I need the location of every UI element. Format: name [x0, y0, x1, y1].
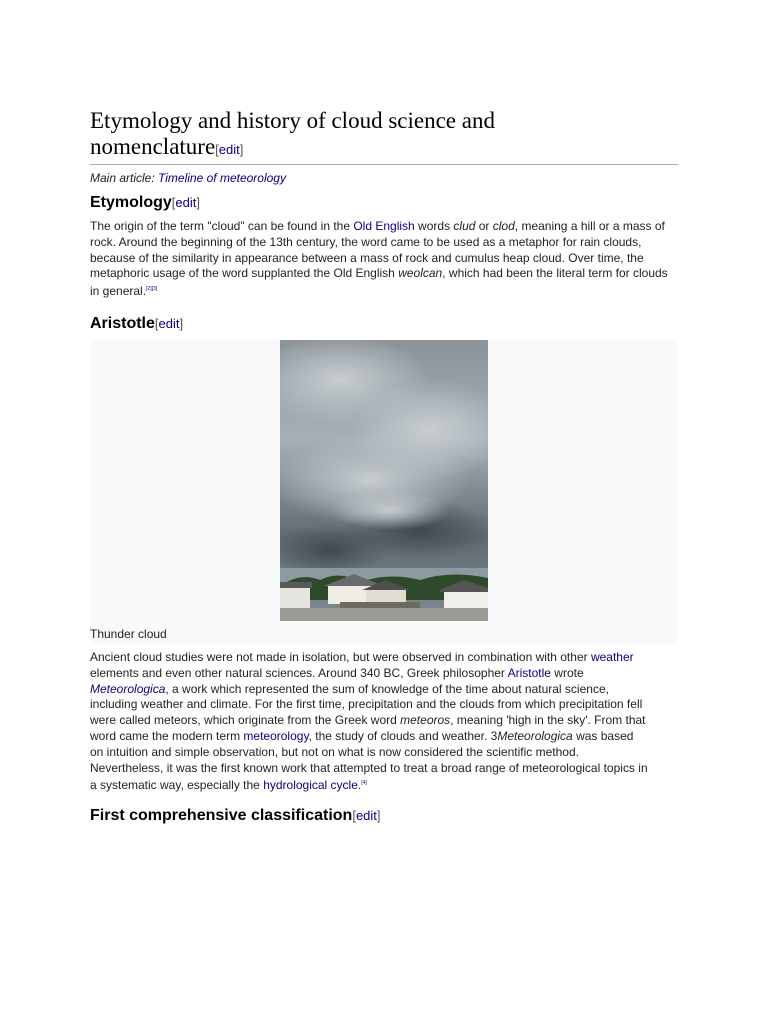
reference-link[interactable]: [2][3]: [146, 286, 158, 293]
thumbnail-figure: [90, 340, 678, 644]
article-body: [90, 108, 678, 832]
figure-caption: Thunder cloud: [90, 626, 167, 641]
subheading-aristotle: [90, 314, 678, 334]
text: , which had been the literal term for clouds in general.: [90, 266, 668, 299]
link-old-english[interactable]: Old English: [353, 219, 415, 233]
subheading-first-classification: [90, 806, 678, 826]
text: , the study of clouds and weather. 3: [308, 728, 498, 743]
italic-term: meteoros: [400, 713, 451, 728]
thunder-cloud-photo[interactable]: [280, 340, 488, 621]
link-aristotle[interactable]: Aristotle: [507, 665, 551, 680]
text: Ancient cloud studies were not made in isolation, but were observed in combination with other: [90, 649, 591, 664]
etymology-paragraph: [90, 219, 678, 300]
italic-term: weolcan: [398, 266, 443, 281]
subheading-aristotle-title: Aristotle: [90, 314, 155, 332]
text: , a work which represented the sum of knowledge of the time about natural science, including weather and climate. For the first time, precipitation and the clouds from which precipitation fell were called meteors, which originate from the Greek word: [90, 681, 643, 728]
subheading-etymology: [90, 193, 678, 213]
text: elements and even other natural sciences. Around 340 BC, Greek philosopher: [90, 665, 508, 680]
text: The origin of the term "cloud" can be found in the: [90, 219, 354, 233]
subheading-first-classification-title: First comprehensive classification: [90, 807, 353, 825]
link-hydrological-cycle[interactable]: hydrological cycle: [263, 778, 358, 793]
link-weather[interactable]: weather: [590, 649, 634, 664]
text: was based on intuition and simple observation, but not on what is now considered the scientific method. Nevertheless, it was the first known work that attempted to treat a broad range of meteorological topics in a systematic way, especially the: [90, 728, 648, 793]
edit-first-classification-link[interactable]: [edit]: [352, 808, 381, 824]
reference-link[interactable]: [4]: [361, 780, 367, 787]
edit-section-link[interactable]: [edit]: [215, 142, 244, 157]
main-article-link[interactable]: Timeline of meteorology: [158, 171, 286, 185]
main-article-hatnote: [90, 171, 678, 185]
edit-label[interactable]: edit: [175, 195, 197, 210]
italic-term: Meteorologica: [497, 728, 573, 743]
text: wrote: [550, 665, 584, 680]
italic-term: clud: [453, 219, 476, 233]
text: , meaning a hill or a mass of rock. Around the beginning of the 13th century, the word came to be used as a metaphor for rain clouds, because of the similarity in appearance between a mass of rock and cumulus heap cloud. Over time, the metaphoric usage of the word supplanted the Old English: [90, 219, 665, 281]
section-heading-etymology-history: [90, 108, 678, 165]
heading-line-2: nomenclature: [90, 134, 216, 159]
link-meteorology[interactable]: meteorology: [243, 728, 309, 743]
edit-label[interactable]: edit: [218, 142, 240, 157]
text: .: [357, 778, 362, 793]
link-meteorologica[interactable]: Meteorologica: [90, 681, 166, 696]
italic-term: clod: [492, 219, 515, 233]
aristotle-paragraph: [90, 650, 650, 794]
edit-label[interactable]: edit: [355, 808, 377, 824]
heading-line-1: Etymology and history of cloud science and: [90, 108, 495, 133]
text: words: [414, 219, 454, 233]
edit-etymology-link[interactable]: [edit]: [171, 195, 201, 210]
edit-label[interactable]: edit: [158, 315, 180, 331]
main-article-prefix: Main article:: [90, 171, 159, 185]
text: , meaning 'high in the sky'. From that word came the modern term: [90, 713, 646, 743]
edit-aristotle-link[interactable]: [edit]: [154, 315, 184, 331]
subheading-etymology-title: Etymology: [90, 194, 172, 211]
text: or: [475, 219, 493, 233]
